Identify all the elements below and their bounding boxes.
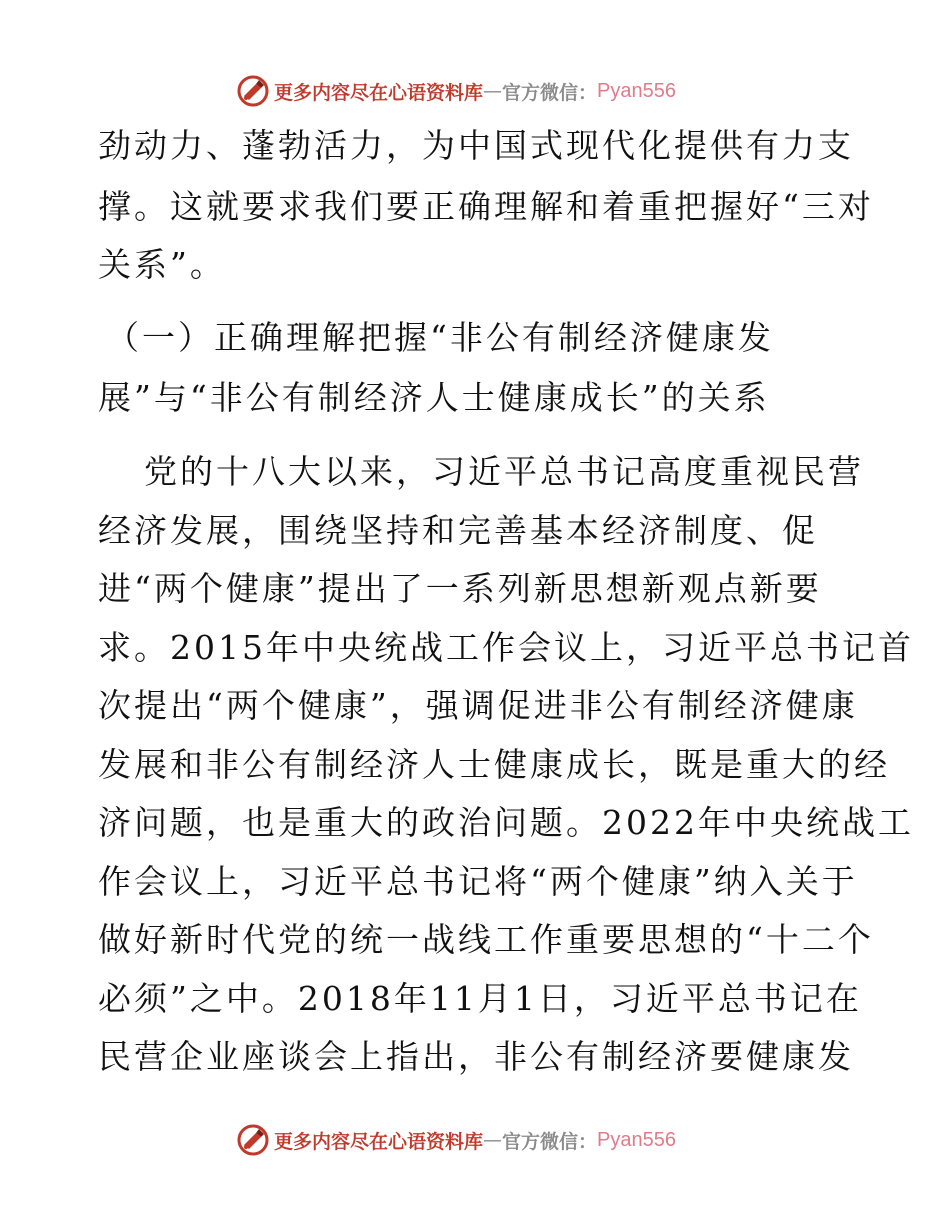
logo-icon bbox=[236, 74, 270, 108]
banner-dash: — bbox=[483, 1129, 503, 1151]
body-line: 次提出“两个健康”，强调促进非公有制经济健康 bbox=[98, 686, 858, 725]
banner-wechat-id: Pyan556 bbox=[597, 79, 676, 102]
banner-brand-text: 更多内容尽在心语资料库 bbox=[274, 1130, 484, 1153]
body-line: 必须”之中。2018年11月1日，习近平总书记在 bbox=[98, 979, 862, 1018]
banner-wechat-label: 官方微信： bbox=[502, 81, 598, 104]
body-line: 经济发展，围绕坚持和完善基本经济制度、促 bbox=[98, 511, 818, 550]
body-line: 劲动力、蓬勃活力，为中国式现代化提供有力支 bbox=[98, 126, 854, 165]
body-line: 求。2015年中央统战工作会议上，习近平总书记首 bbox=[98, 628, 914, 667]
header-banner bbox=[236, 73, 676, 109]
logo-icon bbox=[236, 1123, 270, 1157]
body-line: 民营企业座谈会上指出，非公有制经济要健康发 bbox=[98, 1037, 854, 1076]
body-line: 关系”。 bbox=[98, 245, 226, 284]
banner-wechat-label: 官方微信： bbox=[502, 1130, 598, 1153]
footer-banner bbox=[236, 1122, 676, 1158]
banner-brand-text: 更多内容尽在心语资料库 bbox=[274, 81, 484, 104]
body-line: 进“两个健康”提出了一系列新思想新观点新要 bbox=[98, 569, 822, 608]
banner-dash: — bbox=[483, 80, 503, 102]
section-heading-line: 展”与“非公有制经济人士健康成长”的关系 bbox=[98, 378, 770, 417]
body-line: 济问题，也是重大的政治问题。2022年中央统战工 bbox=[98, 803, 914, 842]
paragraph-first-line: 党的十八大以来，习近平总书记高度重视民营 bbox=[144, 452, 864, 491]
body-line: 作会议上，习近平总书记将“两个健康”纳入关于 bbox=[98, 862, 858, 901]
banner-wechat-id: Pyan556 bbox=[597, 1128, 676, 1151]
body-line: 做好新时代党的统一战线工作重要思想的“十二个 bbox=[98, 920, 874, 959]
section-heading-line: （一）正确理解把握“非公有制经济健康发 bbox=[106, 318, 774, 357]
body-line: 发展和非公有制经济人士健康成长，既是重大的经 bbox=[98, 745, 890, 784]
body-line: 撑。这就要求我们要正确理解和着重把握好“三对 bbox=[98, 187, 874, 226]
